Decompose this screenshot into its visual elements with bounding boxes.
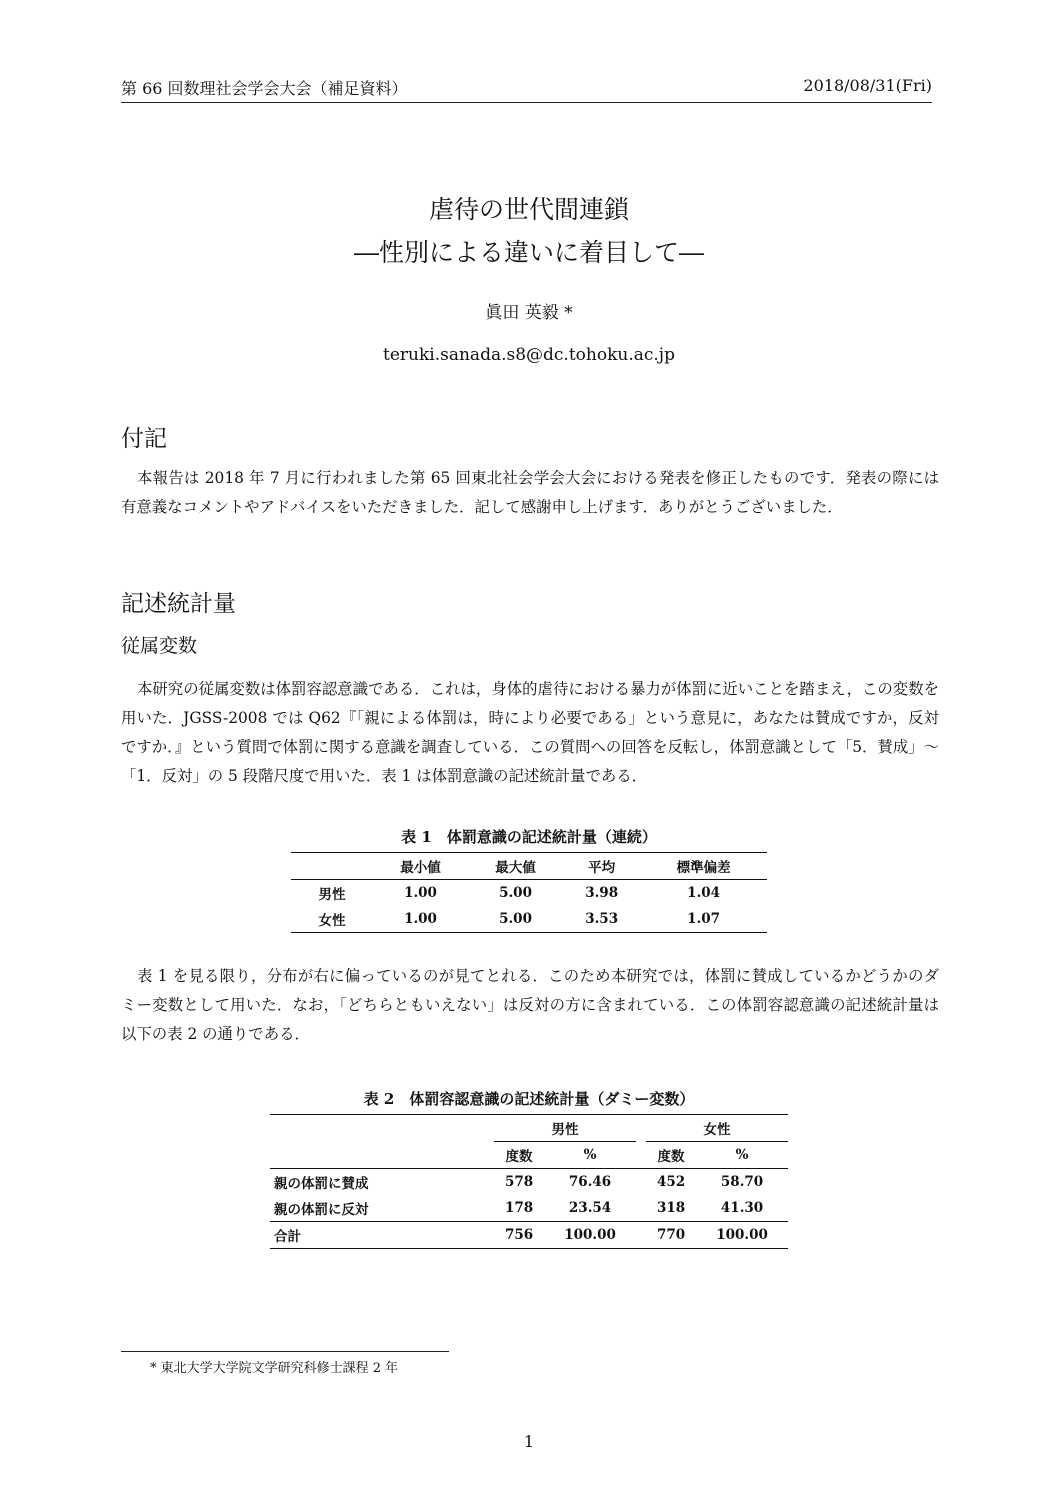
table2-cell: 76.46 [568,1174,612,1190]
table-row [291,906,767,933]
table2-cell: 41.30 [720,1200,764,1216]
footnote: * 東北大学大学院文学研究科修士課程 2 年 [150,1361,399,1376]
table2-sub-header-row [270,1142,788,1169]
note-paragraph: 本報告は 2018 年 7 月に行われました第 65 回東北社会学会大会における発表を修正したものです．発表の際には有意義なコメントやアドバイスをいただきました．記して感謝申し上げます．ありがとうございました． [121,469,939,516]
table1 [291,852,767,933]
author-email: teruki.sanada.s8@dc.tohoku.ac.jp [383,345,675,365]
author: 眞田 英毅 * [485,303,573,323]
table2-cell: 756 [504,1227,534,1243]
table1-header-blank [291,853,373,880]
table2 [270,1114,788,1249]
table2-cell: 100.00 [716,1227,768,1243]
table2-caption: 表 2 体罰容認意識の記述統計量（ダミー変数） [363,1090,695,1108]
table2-subheader-percent: % [583,1147,597,1163]
table2-group-male: 男性 [494,1115,636,1142]
table2-cell: 452 [656,1174,686,1190]
table2-cell: 770 [656,1227,686,1243]
table2-subheader-count: 度数 [505,1149,533,1165]
page-number: 1 [523,1432,535,1451]
table1-row-label: 女性 [318,913,346,929]
table2-total-row [270,1222,788,1249]
table2-row-label: 親の体罰に賛成 [274,1176,369,1192]
table2-group-female: 女性 [646,1115,788,1142]
table1-header-sd: 標準偏差 [640,853,767,880]
table2-cell: 58.70 [720,1174,764,1190]
header-conference: 第 66 回数理社会学会大会（補足資料） [121,79,408,98]
table-row [291,880,767,907]
table2-subheader-count: 度数 [657,1149,685,1165]
table1-cell: 1.07 [687,911,721,927]
table1-cell: 5.00 [499,911,532,927]
footnote-rule [121,1351,449,1352]
table1-caption: 表 1 体罰意識の記述統計量（連続） [401,828,657,846]
table2-cell: 318 [656,1200,686,1216]
table1-cell: 1.00 [404,885,437,901]
table1-cell: 1.04 [687,885,721,901]
section-heading-descriptive-stats: 記述統計量 [121,591,236,617]
table1-header-row [291,853,767,880]
table1-header-min: 最小値 [373,853,468,880]
table1-cell: 3.98 [585,885,619,901]
title-line-1: 虐待の世代間連鎖 [428,195,629,224]
table2-total-label: 合計 [274,1229,301,1245]
running-header [121,76,932,103]
subsection-heading-dependent-variable: 従属変数 [121,635,198,657]
dummy-variable-paragraph: 表 1 を見る限り，分布が右に偏っているのが見てとれる．このため本研究では，体罰に賛成しているかどうかのダミー変数として用いた．なお，「どちらともいえない」は反対の方に含まれている．この体罰容認意識の記述統計量は以下の表 2 の通りである． [121,967,939,1043]
table1-cell: 5.00 [499,885,532,901]
table2-row-label: 親の体罰に反対 [274,1202,369,1218]
table1-cell: 3.53 [585,911,619,927]
section-heading-note: 付記 [121,426,167,452]
header-date: 2018/08/31(Fri) [803,76,932,95]
table1-header-max: 最大値 [468,853,563,880]
table1-header-mean: 平均 [563,853,640,880]
title-line-2: ―性別による違いに着目して― [353,238,704,267]
table-row [270,1195,788,1222]
table2-group-header-row [270,1115,788,1142]
table-row [270,1169,788,1196]
table2-cell: 578 [504,1174,534,1190]
dependent-variable-paragraph: 本研究の従属変数は体罰容認意識である．これは，身体的虐待における暴力が体罰に近いことを踏まえ，この変数を用いた．JGSS-2008 では Q62『「親による体罰は，時により必要である」という意見に，あなたは賛成ですか，反対ですか．』という質問で体罰に関する意識を調査している．この質問への回答を反転し，体罰意識として「5．賛成」～「1．反対」の 5 段階尺度で用いた．表 1 は体罰意識の記述統計量である． [121,680,939,785]
table2-cell: 23.54 [568,1200,612,1216]
table2-subheader-percent: % [735,1147,749,1163]
table2-cell: 100.00 [564,1227,616,1243]
table1-cell: 1.00 [404,911,437,927]
table1-row-label: 男性 [318,887,346,903]
table2-cell: 178 [504,1200,534,1216]
